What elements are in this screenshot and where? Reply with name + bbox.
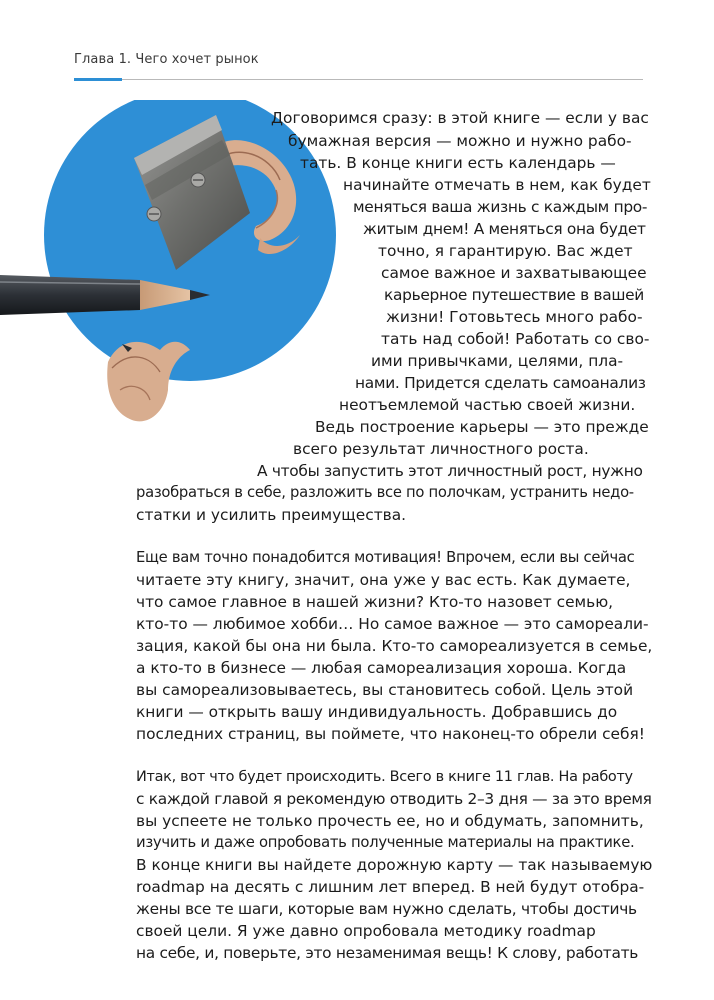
text-line: неотъемлемой частью своей жизни. bbox=[339, 396, 636, 414]
text-line: ими привычками, целями, пла- bbox=[371, 352, 624, 370]
text-line: меняться ваша жизнь с каждым про- bbox=[353, 198, 648, 216]
text-line: статки и усилить преимущества. bbox=[136, 506, 407, 524]
text-line: Итак, вот что будет происходить. Всего в книге 11 глав. На работу bbox=[136, 769, 633, 785]
text-line: читаете эту книгу, значит, она уже у вас есть. Как думаете, bbox=[136, 571, 631, 589]
text-line: разобраться в себе, разложить все по полочкам, устранить недо- bbox=[136, 484, 634, 501]
text-line: жены все те шаги, которые вам нужно сделать, чтобы достичь bbox=[136, 900, 637, 918]
text-line: а кто-то в бизнесе — любая самореализация хороша. Когда bbox=[136, 659, 627, 677]
text-line: на себе, и, поверьте, это незаменимая вещь! К слову, работать bbox=[136, 944, 639, 962]
text-line: бумажная версия — можно и нужно рабо- bbox=[288, 132, 632, 150]
text-line: что самое главное в нашей жизни? Кто-то назовет семью, bbox=[136, 593, 614, 611]
text-line: тать над собой! Работать со сво- bbox=[381, 330, 650, 348]
text-line: изучить и даже опробовать полученные материалы на практике. bbox=[136, 834, 635, 851]
text-line: А чтобы запустить этот личностный рост, нужно bbox=[257, 462, 643, 480]
header-accent-bar bbox=[74, 78, 122, 81]
text-line: Ведь построение карьеры — это прежде bbox=[315, 418, 649, 436]
text-line: жизни! Готовьтесь много рабо- bbox=[386, 308, 643, 326]
text-line: последних страниц, вы поймете, что наконец-то обрели себя! bbox=[136, 725, 645, 743]
text-line: карьерное путешествие в вашей bbox=[384, 286, 644, 304]
text-line: вы успеете не только прочесть ее, но и обдумать, запомнить, bbox=[136, 812, 644, 830]
text-line: roadmap на десять с лишним лет вперед. В ней будут отобра- bbox=[136, 878, 645, 896]
text-line: житым днем! А меняться она будет bbox=[363, 220, 646, 238]
text-line: В конце книги вы найдете дорожную карту — так называемую bbox=[136, 856, 653, 874]
text-line: точно, я гарантирую. Вас ждет bbox=[378, 242, 633, 260]
text-line: Еще вам точно понадобится мотивация! Впрочем, если вы сейчас bbox=[136, 549, 635, 566]
chapter-header: Глава 1. Чего хочет рынок bbox=[74, 52, 259, 67]
text-line: всего результат личностного роста. bbox=[293, 440, 589, 458]
text-line: кто-то — любимое хобби… Но самое важное — это самореали- bbox=[136, 615, 649, 633]
text-line: зация, какой бы она ни была. Кто-то самореализуется в семье, bbox=[136, 637, 653, 655]
text-line: своей цели. Я уже давно опробовала методику roadmap bbox=[136, 922, 596, 940]
text-line: книги — открыть вашу индивидуальность. Добравшись до bbox=[136, 703, 618, 721]
text-line: Договоримся сразу: в этой книге — если у вас bbox=[271, 109, 649, 127]
text-line: с каждой главой я рекомендую отводить 2–3 дня — за это время bbox=[136, 790, 652, 808]
text-line: тать. В конце книги есть календарь — bbox=[300, 154, 616, 172]
text-line: нами. Придется сделать самоанализ bbox=[355, 374, 646, 392]
text-line: начинайте отмечать в нем, как будет bbox=[343, 176, 651, 194]
text-line: самое важное и захватывающее bbox=[381, 264, 647, 282]
text-line: вы самореализовываетесь, вы становитесь собой. Цель этой bbox=[136, 681, 634, 699]
header-divider bbox=[74, 79, 643, 80]
